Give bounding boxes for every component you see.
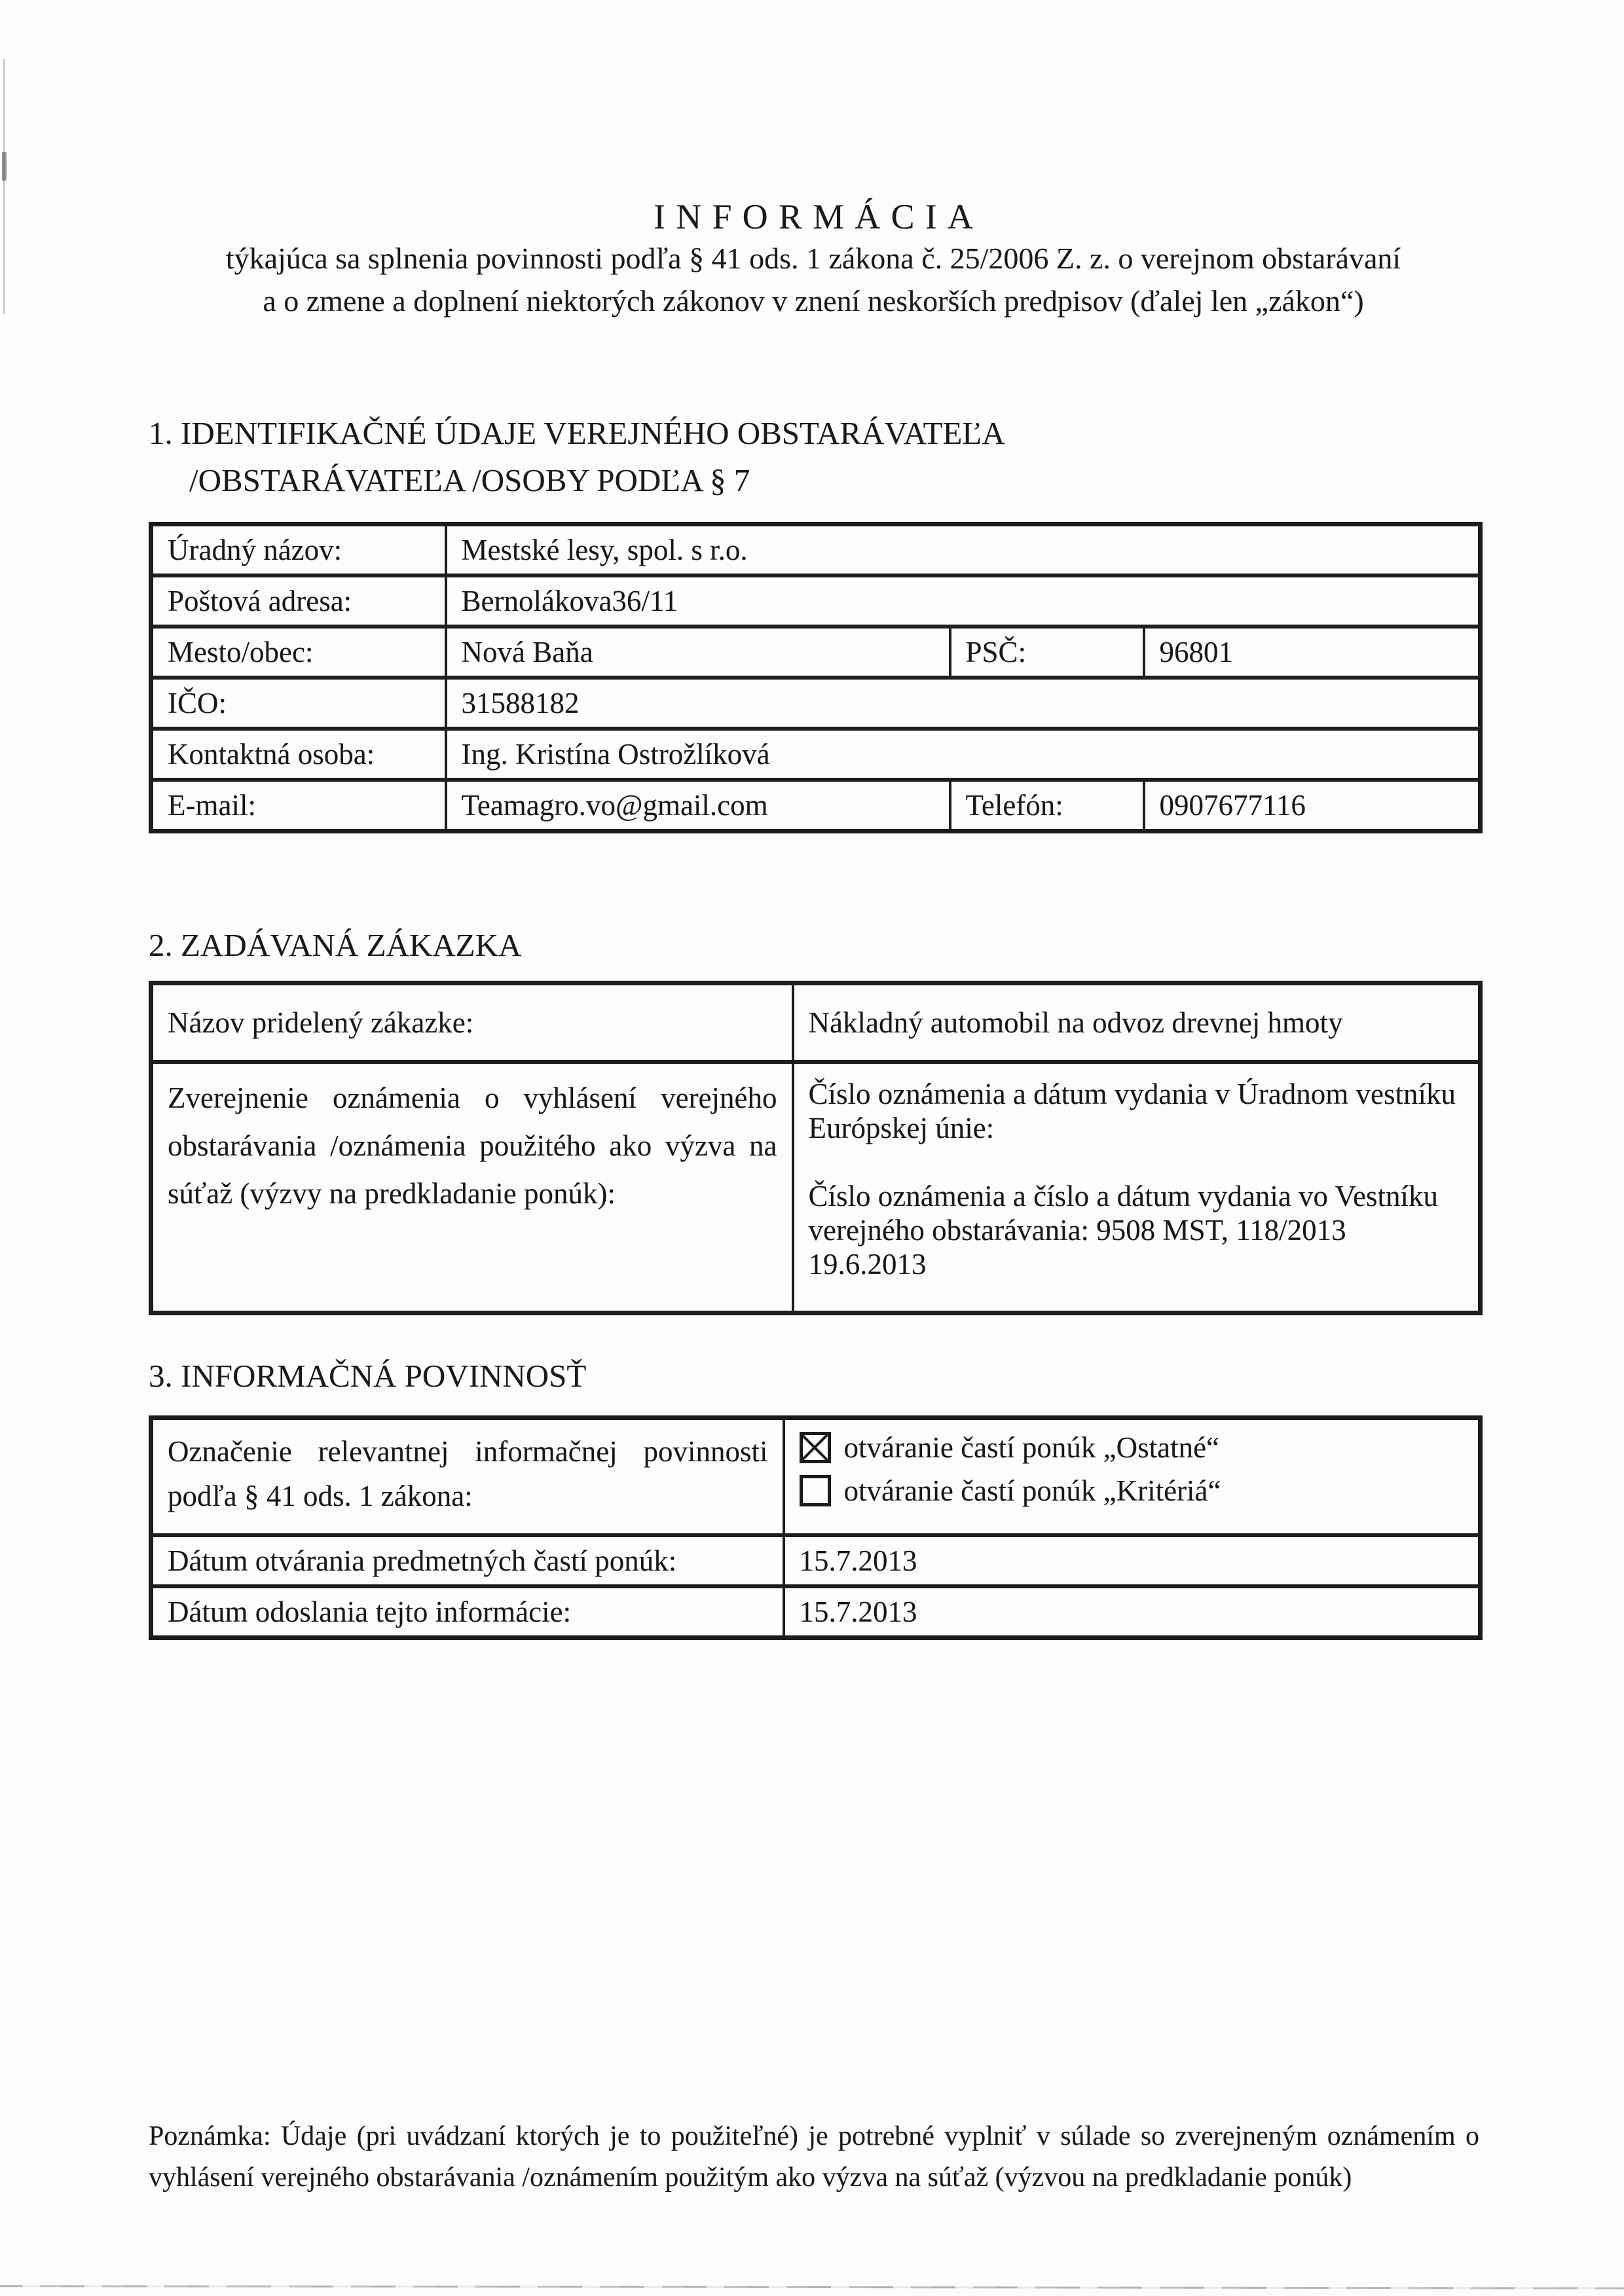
section1-heading	[149, 410, 1478, 504]
table-row	[151, 1535, 1481, 1586]
sent-date-value: 15.7.2013	[784, 1586, 1481, 1638]
postal-address-value: Bernolákova36/11	[446, 575, 1481, 627]
official-name-label: Úradný názov:	[151, 524, 446, 576]
scan-artifact-left-line	[3, 59, 5, 314]
psc-value: 96801	[1144, 627, 1481, 678]
document-header	[149, 196, 1478, 322]
table-row	[151, 1586, 1481, 1638]
phone-label: Telefón:	[950, 780, 1144, 831]
checkbox-kriteria-label: otváranie častí ponúk „Kritériá“	[843, 1474, 1221, 1507]
ico-value: 31588182	[446, 678, 1481, 729]
scan-artifact-speck	[2, 152, 7, 181]
option-ostatne	[800, 1430, 1464, 1465]
opening-date-label: Dátum otvárania predmetných častí ponúk:	[151, 1535, 784, 1586]
table-row	[151, 524, 1481, 576]
document-title: INFORMÁCIA	[654, 197, 984, 236]
opening-date-value: 15.7.2013	[784, 1535, 1481, 1586]
checkbox-ostatne-label: otváranie častí ponúk „Ostatné“	[843, 1431, 1220, 1464]
table-row	[151, 983, 1481, 1063]
contract-name-value: Nákladný automobil na odvoz drevnej hmoty	[793, 983, 1481, 1063]
publication-vestnik-date: 19.6.2013	[808, 1248, 927, 1281]
sent-date-label: Dátum odoslania tejto informácie:	[151, 1586, 784, 1638]
email-value: Teamagro.vo@gmail.com	[446, 780, 950, 831]
city-label: Mesto/obec:	[151, 627, 446, 678]
contact-person-value: Ing. Kristína Ostrožlíková	[446, 729, 1481, 780]
psc-label: PSČ:	[950, 627, 1144, 678]
paragraph-gap	[809, 1145, 1464, 1179]
contract-table	[149, 981, 1483, 1315]
document-subtitle-line2: a o zmene a doplnení niektorých zákonov v znení neskorších predpisov (ďalej len „zákon“)	[263, 284, 1364, 318]
table-row	[151, 575, 1481, 627]
section1-heading-line1: 1. IDENTIFIKAČNÉ ÚDAJE VEREJNÉHO OBSTARÁVATEĽA	[149, 415, 1005, 451]
table-row	[151, 780, 1481, 831]
checkbox-ostatne	[800, 1432, 831, 1463]
designation-label: Označenie relevantnej informačnej povinnosti podľa § 41 ods. 1 zákona:	[151, 1418, 784, 1536]
table-row	[151, 627, 1481, 678]
option-kriteria	[800, 1474, 1464, 1508]
official-name-value: Mestské lesy, spol. s r.o.	[446, 524, 1481, 576]
section1-heading-line2: /OBSTARÁVATEĽA /OSOBY PODĽA § 7	[189, 462, 750, 498]
contact-person-label: Kontaktná osoba:	[151, 729, 446, 780]
email-label: E-mail:	[151, 780, 446, 831]
contract-name-label: Názov pridelený zákazke:	[151, 983, 793, 1063]
ico-label: IČO:	[151, 678, 446, 729]
table-row	[151, 1062, 1481, 1313]
section2-heading: 2. ZADÁVANÁ ZÁKAZKA	[149, 927, 522, 963]
identification-table	[149, 522, 1483, 833]
footnote: Poznámka: Údaje (pri uvádzaní ktorých je to použiteľné) je potrebné vyplniť v súlade so zverejneným oznámením o vyhlásení verejného obstarávania /oznámením použitým ako výzva na súťaž (výzvou na predkladanie ponúk)	[149, 2121, 1479, 2193]
scan-artifact-bottom-line	[0, 2285, 1624, 2289]
postal-address-label: Poštová adresa:	[151, 575, 446, 627]
city-value: Nová Baňa	[446, 627, 950, 678]
checkbox-kriteria	[800, 1475, 831, 1506]
section3-heading: 3. INFORMAČNÁ POVINNOSŤ	[149, 1358, 587, 1394]
publication-label: Zverejnenie oznámenia o vyhlásení verejného obstarávania /oznámenia použitého ako výzva na súťaž (výzvy na predkladanie ponúk):	[151, 1062, 793, 1313]
publication-details	[793, 1062, 1481, 1313]
publication-eu-text: Číslo oznámenia a dátum vydania v Úradnom vestníku Európskej únie:	[808, 1078, 1456, 1144]
table-row	[151, 678, 1481, 729]
designation-options	[784, 1418, 1481, 1536]
phone-value: 0907677116	[1144, 780, 1481, 831]
table-row	[151, 1418, 1481, 1536]
document-subtitle-line1: týkajúca sa splnenia povinnosti podľa § 41 ods. 1 zákona č. 25/2006 Z. z. o verejnom obstarávaní	[225, 242, 1401, 275]
table-row	[151, 729, 1481, 780]
publication-vestnik-text: Číslo oznámenia a číslo a dátum vydania vo Vestníku verejného obstarávania: 9508 MST, 118/2013	[808, 1180, 1438, 1247]
information-duty-table	[149, 1415, 1483, 1640]
